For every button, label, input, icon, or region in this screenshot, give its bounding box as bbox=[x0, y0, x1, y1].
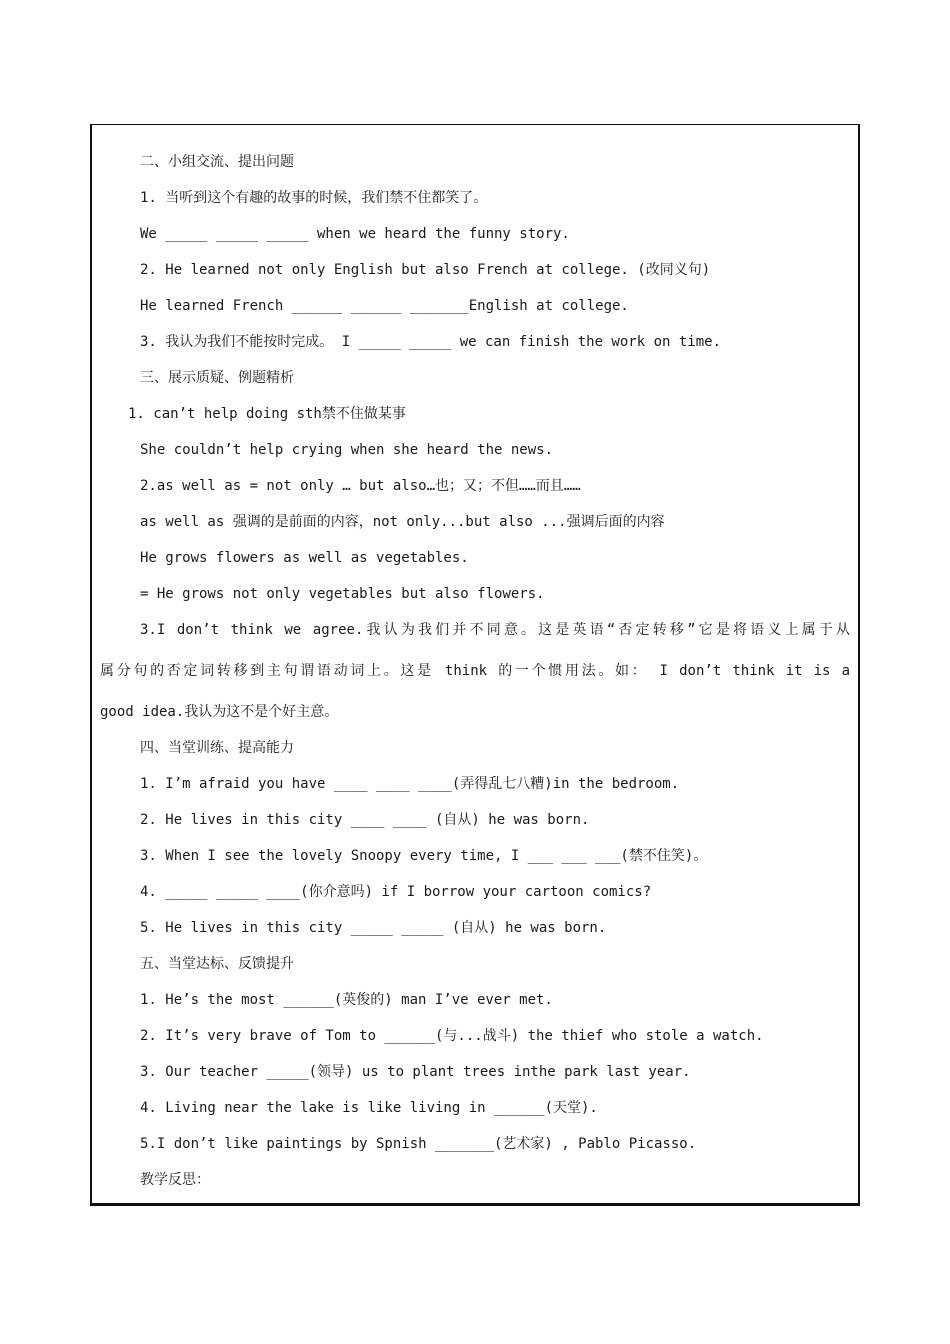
section5-heading: 五、当堂达标、反馈提升 bbox=[140, 956, 294, 972]
section5-item: 4. Living near the lake is like living in ______(天堂). bbox=[140, 1100, 598, 1116]
section4-item: 5. He lives in this city _____ _____ (自从) he was born. bbox=[140, 920, 607, 936]
teaching-reflection-label: 教学反思： bbox=[140, 1172, 210, 1188]
section3-point-3-line-2: 属分句的否定词转移到主句谓语动词上。这是 think 的一个惯用法。如： I don’t think it is a bbox=[100, 663, 850, 679]
section5-item: 3. Our teacher _____(领导) us to plant trees inthe park last year. bbox=[140, 1064, 691, 1080]
section2-question-1: 1. 当听到这个有趣的故事的时候，我们禁不住都笑了。 bbox=[140, 190, 488, 206]
section5-item: 2. It’s very brave of Tom to ______(与...战斗) the thief who stole a watch. bbox=[140, 1028, 764, 1044]
section4-item: 3. When I see the lovely Snoopy every time, I ___ ___ ___(禁不住笑)。 bbox=[140, 848, 708, 864]
section2-question-1-answer: We _____ _____ _____ when we heard the funny story. bbox=[140, 226, 570, 242]
section4-item: 1. I’m afraid you have ____ ____ ____(弄得乱七八糟)in the bedroom. bbox=[140, 776, 680, 792]
section4-item: 4. _____ _____ ____(你介意吗) if I borrow your cartoon comics? bbox=[140, 884, 652, 900]
section2-question-2-answer: He learned French ______ ______ _______English at college. bbox=[140, 298, 629, 314]
section2-question-3: 3. 我认为我们不能按时完成。 I _____ _____ we can finish the work on time. bbox=[140, 334, 722, 350]
section4-heading: 四、当堂训练、提高能力 bbox=[140, 740, 294, 756]
section4-item: 2. He lives in this city ____ ____ (自从) he was born. bbox=[140, 812, 590, 828]
section2-heading: 二、小组交流、提出问题 bbox=[140, 154, 294, 170]
section3-point-1: 1. can’t help doing sth禁不住做某事 bbox=[128, 406, 406, 422]
section2-question-2: 2. He learned not only English but also French at college. (改同义句) bbox=[140, 262, 711, 278]
section3-point-2-note: as well as 强调的是前面的内容，not only...but also ...强调后面的内容 bbox=[140, 514, 665, 530]
section5-item: 5.I don’t like paintings by Spnish _______(艺术家) , Pablo Picasso. bbox=[140, 1136, 697, 1152]
section3-point-2-example-1: He grows flowers as well as vegetables. bbox=[140, 550, 469, 566]
section5-item: 1. He’s the most ______(英俊的) man I’ve ever met. bbox=[140, 992, 553, 1008]
section3-point-1-example: She couldn’t help crying when she heard the news. bbox=[140, 442, 554, 458]
section3-point-3-line-3: good idea.我认为这不是个好主意。 bbox=[100, 704, 339, 720]
section3-point-3-line-1: 3.I don’t think we agree.我认为我们并不同意。这是英语“否定转移”它是将语义上属于从 bbox=[140, 622, 850, 638]
section3-heading: 三、展示质疑、例题精析 bbox=[140, 370, 294, 386]
section3-point-2: 2.as well as = not only … but also…也；又；不但……而且…… bbox=[140, 478, 581, 494]
section3-point-2-example-2: = He grows not only vegetables but also flowers. bbox=[140, 586, 545, 602]
